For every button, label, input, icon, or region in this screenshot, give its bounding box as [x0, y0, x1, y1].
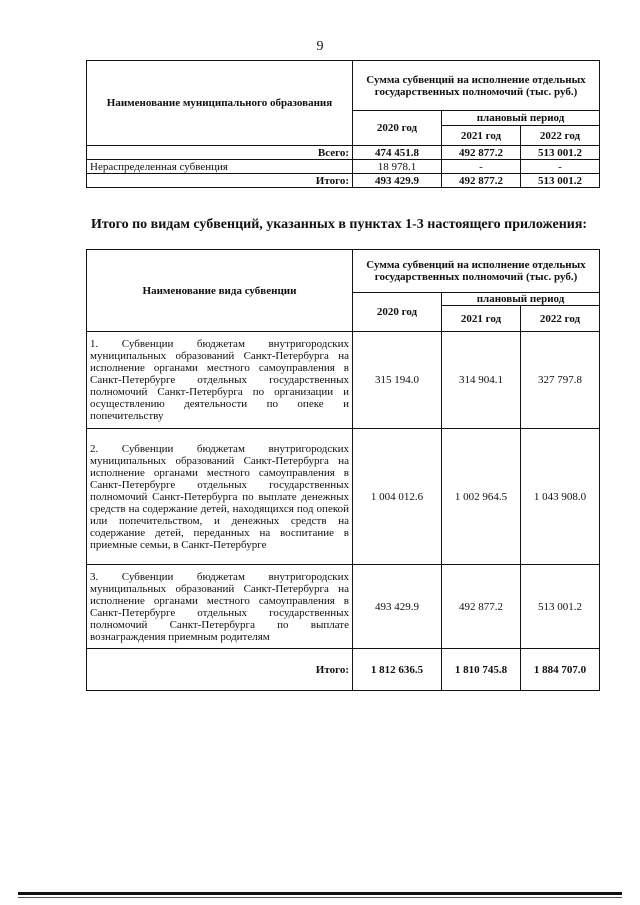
bottom-rule — [18, 892, 622, 895]
row-label: Итого: — [87, 174, 353, 188]
table-row — [87, 429, 600, 565]
value-2020: 493 429.9 — [353, 565, 442, 649]
column-header-sum: Сумма субвенций на исполнение отдельных государственных полномочий (тыс. руб.) — [353, 250, 600, 293]
row-label: 1. Субвенции бюджетам внутригородских муниципальных образований Санкт-Петербурга на исполнение органами местного самоуправления в Санкт-Петербурге отдельных государственных полномочий Санкт-Петербурга по организации и осуществлению деятельности по опеке и попечительству — [87, 332, 353, 429]
row-label: Итого: — [87, 649, 353, 691]
value-2022: 327 797.8 — [521, 332, 600, 429]
total-2020: 1 812 636.5 — [353, 649, 442, 691]
column-header-municipality: Наименование муниципального образования — [87, 61, 353, 146]
column-header-2020: 2020 год — [353, 293, 442, 332]
column-header-2021: 2021 год — [442, 126, 521, 146]
column-header-2020: 2020 год — [353, 111, 442, 146]
column-header-plan-period: плановый период — [442, 111, 600, 126]
value-2020: 1 004 012.6 — [353, 429, 442, 565]
value-2021: 1 002 964.5 — [442, 429, 521, 565]
value-2021: 492 877.2 — [442, 174, 521, 188]
table-row — [87, 174, 600, 188]
value-2021: - — [442, 160, 521, 174]
column-header-plan-period: плановый период — [442, 293, 600, 306]
bottom-rule-thin — [18, 897, 622, 898]
value-2020: 474 451.8 — [353, 146, 442, 160]
row-label: 3. Субвенции бюджетам внутригородских муниципальных образований Санкт-Петербурга на исполнение органами местного самоуправления в Санкт-Петербурге отдельных государственных полномочий Санкт-Петербурга по выплате вознаграждения приемным родителям — [87, 565, 353, 649]
value-2022: - — [521, 160, 600, 174]
value-2022: 513 001.2 — [521, 174, 600, 188]
table-row — [87, 565, 600, 649]
section-heading: Итого по видам субвенций, указанных в пунктах 1-3 настоящего приложения: — [91, 217, 588, 232]
table-row-total — [87, 649, 600, 691]
row-label: Всего: — [87, 146, 353, 160]
column-header-2022: 2022 год — [521, 126, 600, 146]
column-header-2021: 2021 год — [442, 306, 521, 332]
value-2022: 513 001.2 — [521, 565, 600, 649]
subvention-table-municipal — [86, 60, 600, 188]
value-2021: 492 877.2 — [442, 565, 521, 649]
value-2020: 493 429.9 — [353, 174, 442, 188]
value-2021: 492 877.2 — [442, 146, 521, 160]
table-row — [87, 332, 600, 429]
column-header-subvention-type: Наименование вида субвенции — [87, 250, 353, 332]
total-2022: 1 884 707.0 — [521, 649, 600, 691]
table-row — [87, 146, 600, 160]
subvention-table-types — [86, 249, 600, 691]
value-2020: 315 194.0 — [353, 332, 442, 429]
row-label: Нераспределенная субвенция — [87, 160, 353, 174]
value-2020: 18 978.1 — [353, 160, 442, 174]
column-header-2022: 2022 год — [521, 306, 600, 332]
total-2021: 1 810 745.8 — [442, 649, 521, 691]
value-2021: 314 904.1 — [442, 332, 521, 429]
table-row — [87, 160, 600, 174]
column-header-sum: Сумма субвенций на исполнение отдельных государственных полномочий (тыс. руб.) — [353, 61, 600, 111]
value-2022: 513 001.2 — [521, 146, 600, 160]
page-number: 9 — [316, 39, 324, 54]
value-2022: 1 043 908.0 — [521, 429, 600, 565]
row-label: 2. Субвенции бюджетам внутригородских муниципальных образований Санкт-Петербурга на исполнение органами местного самоуправления в Санкт-Петербурге отдельных государственных полномочий Санкт-Петербурга по выплате денежных средств на содержание детей, находящихся под опекой или попечительством, и денежных средств на содержание детей, переданных на воспитание в приемные семьи, в Санкт-Петербурге — [87, 429, 353, 565]
